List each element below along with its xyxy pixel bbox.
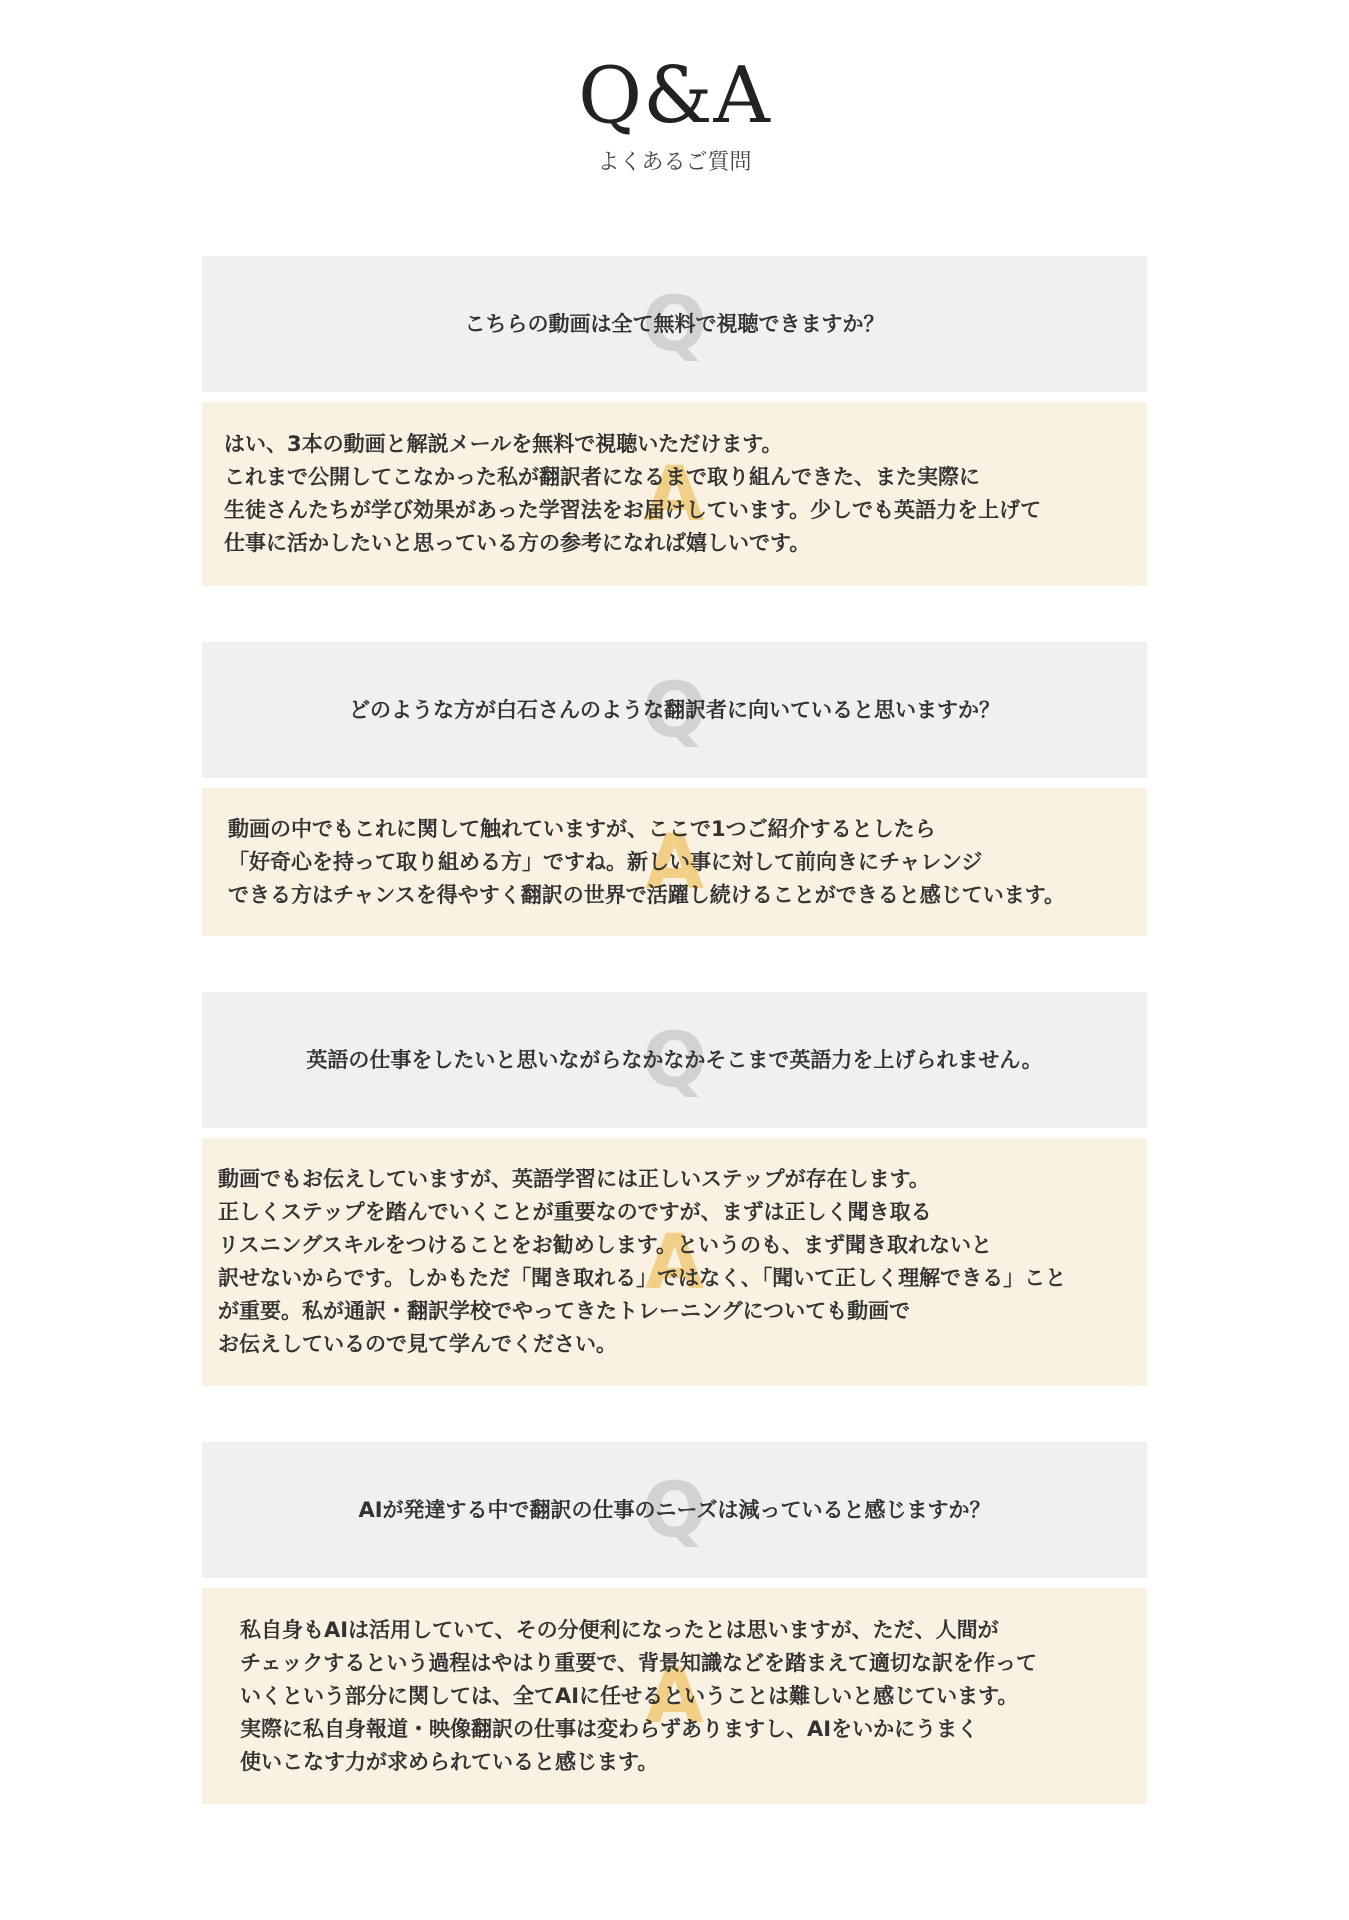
page-title: Q&A <box>578 51 771 141</box>
answer-mark-watermark: A <box>645 1651 704 1740</box>
faq-item <box>202 642 1147 936</box>
faq-question-text: こちらの動画は全て無料で視聴できますか？ <box>464 312 885 336</box>
faq-question <box>202 1442 1147 1578</box>
question-mark-watermark: Q <box>642 279 707 368</box>
faq-answer <box>202 1588 1147 1804</box>
faq-answer-text: はい、3本の動画と解説メールを無料で視聴いただけます。 これまで公開してこなかった私が翻訳者になるまで取り組んできた、また実際に 生徒さんたちが学び効果があった学習法をお届けしています。少しでも英語力を上げて 仕事に活かしたいと思っている方の参考になれば嬉しいです。 <box>224 432 1042 555</box>
faq-answer <box>202 1138 1147 1386</box>
faq-answer-text: 私自身もAIは活用していて、その分便利になったとは思いますが、ただ、人間が チェックするという過程はやはり重要で、背景知識などを踏まえて適切な訳を作って いくという部分に関しては、全てAIに任せるということは難しいと感じています。 実際に私自身報道・映像翻訳の仕事は変わらずありますし、AIをいかにうまく 使いこなす力が求められていると感じます。 <box>240 1617 1037 1774</box>
question-mark-watermark: Q <box>642 1015 707 1104</box>
question-mark-watermark: Q <box>642 665 707 754</box>
faq-question-text: どのような方が白石さんのような翻訳者に向いていると思いますか？ <box>349 698 1000 722</box>
faq-question <box>202 256 1147 392</box>
faq-list <box>202 256 1147 1804</box>
faq-answer <box>202 788 1147 936</box>
faq-question-text: AIが発達する中で翻訳の仕事のニーズは減っていると感じますか？ <box>358 1498 991 1522</box>
faq-answer <box>202 402 1147 586</box>
faq-answer-text: 動画の中でもこれに関して触れていますが、ここで1つご紹介するとしたら 「好奇心を持って取り組める方」ですね。新しい事に対して前向きにチャレンジ できる方はチャンスを得やすく翻訳の世界で活躍し続けることができると感じています。 <box>228 816 1066 907</box>
page-header <box>0 50 1349 178</box>
faq-item <box>202 1442 1147 1804</box>
faq-question-text: 英語の仕事をしたいと思いながらなかなかそこまで英語力を上げられません。 <box>306 1048 1043 1072</box>
question-mark-watermark: Q <box>642 1465 707 1554</box>
faq-question <box>202 992 1147 1128</box>
faq-answer-text: 動画でもお伝えしていますが、英語学習には正しいステップが存在します。 正しくステップを踏んでいくことが重要なのですが、まずは正しく聞き取る リスニングスキルをつけることをお勧めします。というのも、まず聞き取れないと 訳せないからです。しかもただ「聞き取れる」ではなく、「聞いて正しく理解できる」こと が重要。私が通訳・翻訳学校でやってきたトレーニングについても動画で お伝えしているので見て学んでください。 <box>218 1167 1067 1356</box>
page-subtitle: よくあるご質問 <box>597 150 752 175</box>
answer-mark-watermark: A <box>645 449 704 538</box>
faq-item <box>202 992 1147 1386</box>
answer-mark-watermark: A <box>645 817 704 906</box>
faq-question <box>202 642 1147 778</box>
answer-mark-watermark: A <box>645 1217 704 1306</box>
faq-item <box>202 256 1147 586</box>
